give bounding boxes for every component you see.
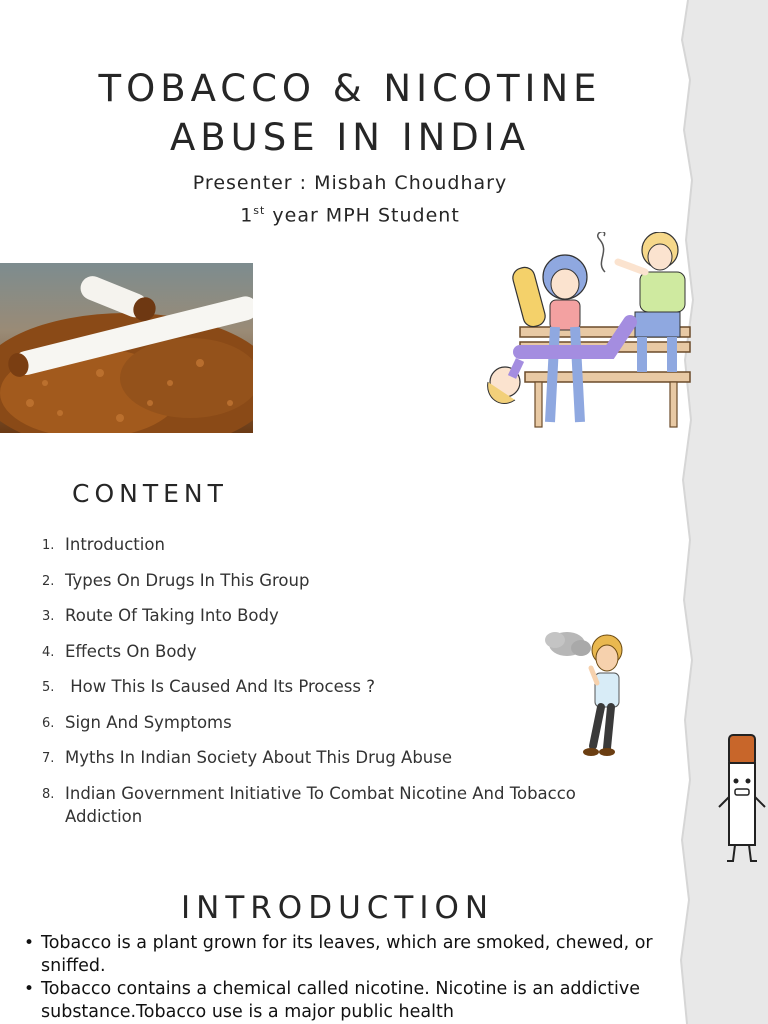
smoking-man-illustration: [545, 628, 635, 760]
content-heading: CONTENT: [72, 479, 228, 508]
list-item: 1. Introduction: [42, 535, 165, 554]
list-item: • Tobacco is a plant grown for its leaves, which are smoked, chewed, or sniffed.: [24, 933, 653, 976]
kids-smoking-bench-illustration: [480, 232, 700, 432]
year-rest: year MPH Student: [265, 204, 460, 227]
cigarettes-tobacco-photo: [0, 263, 253, 433]
list-item: • Tobacco contains a chemical called nicotine. Nicotine is an addictive substance.Tobacco use is a major public health: [24, 979, 640, 1022]
presenter-line: Presenter : Misbah Choudhary: [192, 172, 508, 194]
list-item: 5. How This Is Caused And Its Process ?: [42, 677, 375, 696]
year-superscript: st: [253, 204, 266, 217]
presenter-year: [0, 204, 700, 226]
year-number: 1: [240, 204, 254, 227]
bullet-dot: •: [24, 933, 35, 953]
page-title-line1: TOBACCO & NICOTINE: [98, 67, 602, 110]
list-item: 4. Effects On Body: [42, 641, 197, 661]
bullet-dot: •: [24, 979, 35, 999]
introduction-heading: INTRODUCTION: [181, 890, 495, 926]
introduction-bullets: [24, 932, 664, 1024]
list-item: 6. Sign And Symptoms: [42, 712, 232, 732]
list-item: 2. Types On Drugs In This Group: [42, 570, 310, 590]
list-item: 3. Route Of Taking Into Body: [42, 606, 279, 625]
sad-cigarette-character: [715, 733, 768, 865]
list-item: 8. Indian Government Initiative To Combat Nicotine And Tobacco Addiction: [42, 783, 576, 826]
list-item: 7. Myths In Indian Society About This Drug Abuse: [42, 748, 453, 767]
page-title-line2: ABUSE IN INDIA: [169, 116, 531, 159]
